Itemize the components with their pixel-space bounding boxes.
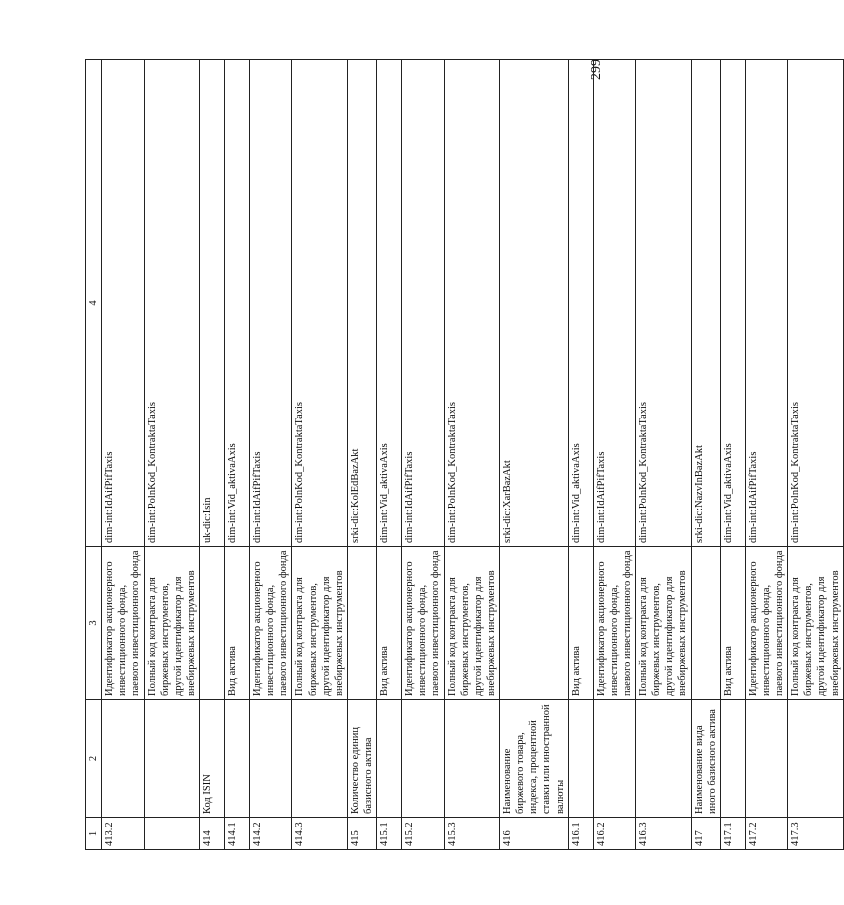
row-name-cell: [593, 700, 635, 818]
row-label-cell: Идентификатор акционерного инвестиционного фонда, паевого инвестиционного фонда: [250, 547, 292, 700]
row-name-cell: [402, 700, 444, 818]
row-label-cell: Вид актива: [720, 547, 745, 700]
row-name-cell: [292, 700, 348, 818]
row-label-cell: [347, 547, 376, 700]
row-number-cell: 414.1: [225, 818, 250, 850]
table-row: [568, 60, 593, 850]
row-code-cell: dim-int:PolnKod_KontraktaTaxis: [144, 60, 200, 547]
row-code-cell: dim-int:PolnKod_KontraktaTaxis: [788, 60, 844, 547]
row-name-cell: [636, 700, 692, 818]
row-number-cell: [144, 818, 200, 850]
table-row: [250, 60, 292, 850]
row-name-cell: [568, 700, 593, 818]
row-number-cell: 417.1: [720, 818, 745, 850]
row-name-cell: Наименование вида иного базисного актива: [691, 700, 720, 818]
table-row: [720, 60, 745, 850]
row-code-cell: uk-dic:Isin: [200, 60, 225, 547]
table-row: [745, 60, 787, 850]
row-name-cell: Наименование биржевого товара, индекса, процентной ставки или иностранной валюты: [500, 700, 569, 818]
row-number-cell: 417.3: [788, 818, 844, 850]
table-row: [593, 60, 635, 850]
row-name-cell: [377, 700, 402, 818]
header-cell-1: 1: [86, 818, 102, 850]
register-table-body: [86, 60, 844, 850]
row-name-cell: [144, 700, 200, 818]
table-row: [225, 60, 250, 850]
row-label-cell: Вид актива: [568, 547, 593, 700]
row-number-cell: 414.3: [292, 818, 348, 850]
row-label-cell: Полный код контракта для биржевых инструментов, другой идентификатор для внебиржевых инструментов: [444, 547, 500, 700]
row-number-cell: 416: [500, 818, 569, 850]
row-code-cell: dim-int:IdAifPifTaxis: [402, 60, 444, 547]
header-cell-2: 2: [86, 700, 102, 818]
row-name-cell: [444, 700, 500, 818]
row-label-cell: Идентификатор акционерного инвестиционного фонда, паевого инвестиционного фонда: [745, 547, 787, 700]
row-code-cell: dim-int:Vid_aktivaAxis: [377, 60, 402, 547]
table-row: [377, 60, 402, 850]
table-row: [788, 60, 844, 850]
row-label-cell: Идентификатор акционерного инвестиционного фонда, паевого инвестиционного фонда: [593, 547, 635, 700]
row-label-cell: [691, 547, 720, 700]
table-row: [444, 60, 500, 850]
table-row: [636, 60, 692, 850]
row-number-cell: 417: [691, 818, 720, 850]
row-label-cell: Полный код контракта для биржевых инструментов, другой идентификатор для внебиржевых инструментов: [636, 547, 692, 700]
row-name-cell: Количество единиц базисного актива: [347, 700, 376, 818]
page-number: 299: [589, 59, 604, 81]
row-name-cell: [225, 700, 250, 818]
row-number-cell: 415.3: [444, 818, 500, 850]
row-label-cell: Идентификатор акционерного инвестиционного фонда, паевого инвестиционного фонда: [102, 547, 144, 700]
row-name-cell: [250, 700, 292, 818]
row-number-cell: 416.2: [593, 818, 635, 850]
header-cell-4: 4: [86, 60, 102, 547]
row-code-cell: srki-dic:KolEdBazAkt: [347, 60, 376, 547]
row-number-cell: 415.2: [402, 818, 444, 850]
row-label-cell: Полный код контракта для биржевых инструментов, другой идентификатор для внебиржевых инструментов: [144, 547, 200, 700]
row-number-cell: 413.2: [102, 818, 144, 850]
table-row: [102, 60, 144, 850]
table-row: [402, 60, 444, 850]
row-number-cell: 415: [347, 818, 376, 850]
row-name-cell: [745, 700, 787, 818]
table-row: [144, 60, 200, 850]
row-code-cell: dim-int:IdAifPifTaxis: [102, 60, 144, 547]
row-code-cell: dim-int:IdAifPifTaxis: [593, 60, 635, 547]
row-number-cell: 414: [200, 818, 225, 850]
row-number-cell: 417.2: [745, 818, 787, 850]
row-code-cell: dim-int:Vid_aktivaAxis: [225, 60, 250, 547]
row-label-cell: Вид актива: [377, 547, 402, 700]
row-code-cell: dim-int:PolnKod_KontraktaTaxis: [444, 60, 500, 547]
row-number-cell: 416.3: [636, 818, 692, 850]
row-label-cell: [500, 547, 569, 700]
row-code-cell: dim-int:PolnKod_KontraktaTaxis: [292, 60, 348, 547]
row-name-cell: [720, 700, 745, 818]
row-code-cell: srki-dic:XarBazAkt: [500, 60, 569, 547]
register-table: [85, 59, 844, 850]
row-code-cell: dim-int:PolnKod_KontraktaTaxis: [636, 60, 692, 547]
row-code-cell: dim-int:Vid_aktivaAxis: [720, 60, 745, 547]
row-number-cell: 414.2: [250, 818, 292, 850]
table-row: [292, 60, 348, 850]
row-number-cell: 415.1: [377, 818, 402, 850]
row-label-cell: Идентификатор акционерного инвестиционного фонда, паевого инвестиционного фонда: [402, 547, 444, 700]
table-row: [347, 60, 376, 850]
row-code-cell: dim-int:Vid_aktivaAxis: [568, 60, 593, 547]
header-cell-3: 3: [86, 547, 102, 700]
row-code-cell: dim-int:IdAifPifTaxis: [250, 60, 292, 547]
row-label-cell: [200, 547, 225, 700]
header-row: [86, 60, 102, 850]
row-number-cell: 416.1: [568, 818, 593, 850]
table-row: [200, 60, 225, 850]
table-row: [691, 60, 720, 850]
table-row: [500, 60, 569, 850]
row-label-cell: Полный код контракта для биржевых инструментов, другой идентификатор для внебиржевых инструментов: [788, 547, 844, 700]
row-code-cell: srki-dic:NazvInBazAkt: [691, 60, 720, 547]
row-label-cell: Полный код контракта для биржевых инструментов, другой идентификатор для внебиржевых инструментов: [292, 547, 348, 700]
row-name-cell: [102, 700, 144, 818]
row-name-cell: [788, 700, 844, 818]
row-name-cell: Код ISIN: [200, 700, 225, 818]
row-label-cell: Вид актива: [225, 547, 250, 700]
row-code-cell: dim-int:IdAifPifTaxis: [745, 60, 787, 547]
